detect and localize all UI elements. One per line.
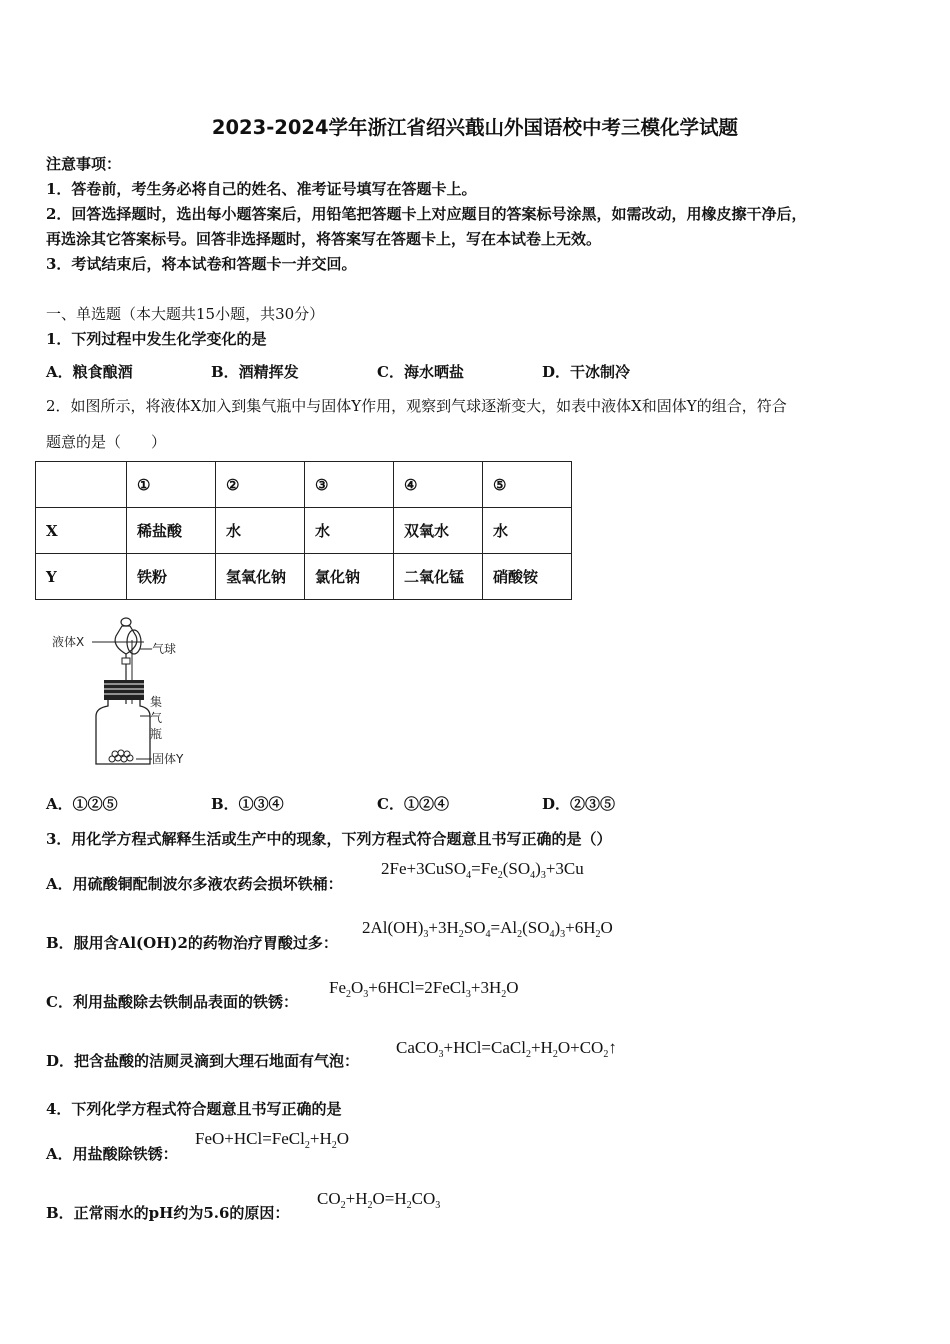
q2-stem-cont: 题意的是（ ） [46,433,167,451]
notice-item-2-cont: 再选涂其它答案标号。回答非选择题时，将答案写在答题卡上，写在本试卷上无效。 [46,230,602,248]
rubber-stopper [104,680,144,700]
q3-option-b-formula: $2Al(OH)_3+3H_2SO_4=Al_2(SO_4)_3+6H_2O$ [362,918,613,940]
q1-option-c: C．海水晒盐 [377,363,464,381]
table-cell: 水 [305,508,394,554]
notice-item-2: 2．回答选择题时，选出每小题答案后，用铅笔把答题卡上对应题目的答案标号涂黑，如需改动，用橡皮擦干净后， [46,205,807,223]
notice-item-3: 3．考试结束后，将本试卷和答题卡一并交回。 [46,255,357,273]
label-bottle-3: 瓶 [150,727,163,741]
table-cell [36,462,127,508]
q3-option-d-formula: $CaCO_3+HCl=CaCl_2+H_2O+CO_2↑$ [396,1038,617,1060]
label-bottle-2: 气 [150,711,163,725]
label-solid-y: 固体Y [152,752,184,766]
table-cell: ① [127,462,216,508]
page-title: 2023-2024学年浙江省绍兴蕺山外国语校中考三模化学试题 [211,116,739,139]
table-cell: 稀盐酸 [127,508,216,554]
q3-option-a-label: A．用硫酸铜配制波尔多液农药会损坏铁桶： [46,875,343,893]
q4-option-a-label: A．用盐酸除铁锈： [46,1145,178,1163]
funnel-stopper [121,618,131,626]
table-cell: X [36,508,127,554]
q2-option-a: A．①②⑤ [46,795,118,813]
q4-option-b-label: B．正常雨水的pH约为5.6的原因： [46,1204,290,1222]
table-row [36,508,572,554]
table-cell: ③ [305,462,394,508]
table-row [36,554,572,600]
label-balloon: 气球 [152,642,177,656]
label-liquid-x: 液体X [52,635,85,649]
table-cell: ④ [394,462,483,508]
q2-option-c: C．①②④ [377,795,449,813]
q3-option-b-label: B．服用含Al(OH)2的药物治疗胃酸过多： [46,934,338,952]
funnel-valve [122,658,130,664]
table-cell: 水 [483,508,572,554]
table-cell: ⑤ [483,462,572,508]
q3-option-c-formula: $Fe_2O_3+6HCl=2FeCl_3+3H_2O$ [329,978,519,1000]
q3-option-a-formula: $2Fe+3CuSO_4=Fe_2(SO_4)_3+3Cu$ [381,859,584,881]
q4-option-b-formula: $CO_2+H_2O=H_2CO_3$ [317,1189,441,1211]
q1-option-a: A．粮食酿酒 [46,363,133,381]
table-cell: 硝酸铵 [483,554,572,600]
q2-table [35,461,572,600]
table-row [36,462,572,508]
table-cell: 氯化钠 [305,554,394,600]
q1-option-d: D．干冰制冷 [542,363,631,381]
gas-bottle [96,700,150,764]
notice-heading: 注意事项： [46,155,122,173]
table-cell: 二氧化锰 [394,554,483,600]
q3-option-d-label: D．把含盐酸的洁厕灵滴到大理石地面有气泡： [46,1052,360,1070]
table-cell: 氢氧化钠 [216,554,305,600]
q2-option-b: B．①③④ [211,795,284,813]
label-bottle-1: 集 [150,695,163,709]
q1-stem: 1．下列过程中发生化学变化的是 [46,330,267,348]
table-cell: ② [216,462,305,508]
section-heading: 一、单选题（本大题共15小题，共30分） [46,305,325,323]
table-cell: 双氧水 [394,508,483,554]
table-cell: 水 [216,508,305,554]
table-cell: 铁粉 [127,554,216,600]
q2-option-d: D．②③⑤ [542,795,616,813]
solid-particles [109,750,133,762]
q4-stem: 4．下列化学方程式符合题意且书写正确的是 [46,1100,342,1118]
notice-item-1: 1．答卷前，考生务必将自己的姓名、准考证号填写在答题卡上。 [46,180,477,198]
q1-option-b: B．酒精挥发 [211,363,299,381]
table-cell: Y [36,554,127,600]
q2-stem: 2．如图所示，将液体X加入到集气瓶中与固体Y作用，观察到气球逐渐变大，如表中液体X和固体Y的组合，符合 [46,397,787,415]
q3-stem: 3．用化学方程式解释生活或生产中的现象，下列方程式符合题意且书写正确的是（） [46,830,612,848]
q4-option-a-formula: $FeO+HCl=FeCl_2+H_2O$ [195,1129,350,1151]
q3-option-c-label: C．利用盐酸除去铁制品表面的铁锈： [46,993,298,1011]
apparatus-diagram [52,612,202,772]
